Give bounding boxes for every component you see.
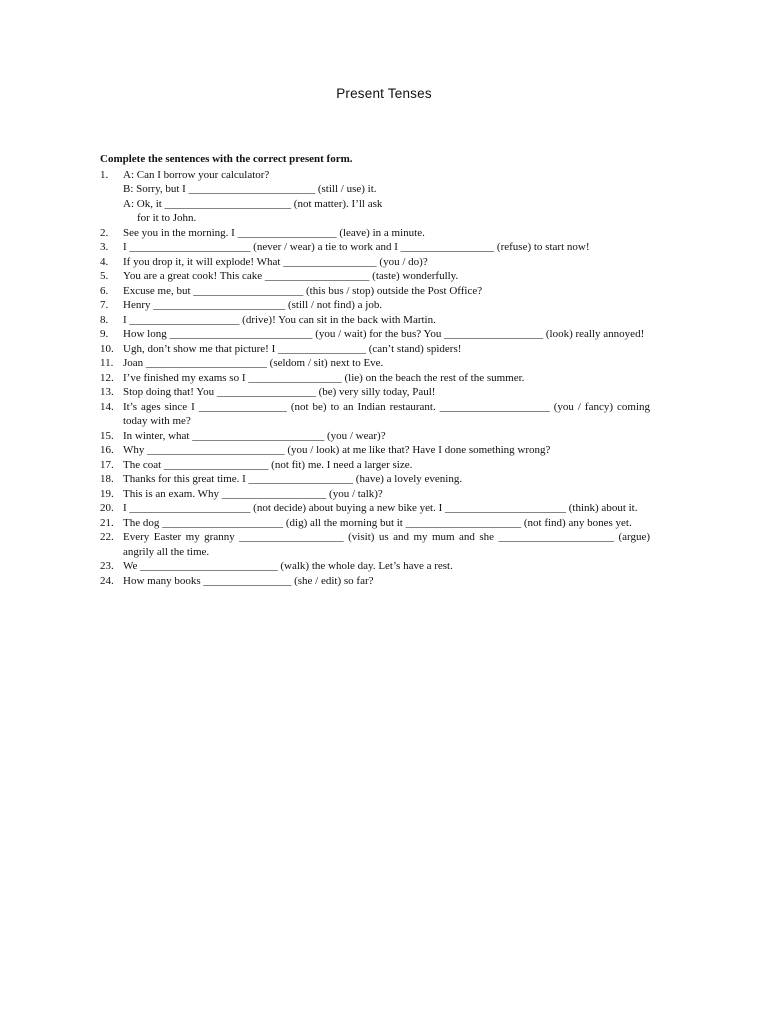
exercise-item-5	[100, 269, 650, 284]
item-number: 22.	[100, 531, 114, 543]
item-text: I’ve finished my exams so I _________________ (lie) on the beach the rest of the summer.	[123, 371, 525, 384]
item-number: 20.	[100, 502, 114, 514]
item-number: 9.	[100, 328, 109, 340]
item-number: 6.	[100, 284, 109, 297]
item-number: 14.	[100, 400, 114, 413]
exercise-item-6	[100, 284, 650, 299]
item-text: In winter, what ________________________ (you / wear)?	[123, 429, 386, 442]
item-text	[123, 168, 650, 226]
exercise-item-23	[100, 559, 650, 574]
item-text: The dog ______________________ (dig) all the morning but it _____________________ (not find) any bones yet.	[123, 516, 632, 529]
item-text: Joan ______________________ (seldom / sit) next to Eve.	[123, 357, 384, 369]
item-text: This is an exam. Why ___________________ (you / talk)?	[123, 487, 383, 500]
exercise-item-14	[100, 400, 650, 429]
exercise-item-8	[100, 313, 650, 328]
exercise-item-4	[100, 255, 650, 270]
item-line: A: Ok, it _______________________ (not matter). I’ll ask	[123, 197, 383, 210]
page-title: Present Tenses	[336, 86, 432, 101]
exercise-item-1	[100, 168, 650, 226]
item-text: How many books ________________ (she / edit) so far?	[123, 574, 374, 587]
exercise-item-3	[100, 240, 650, 255]
exercise-item-7	[100, 298, 650, 313]
instruction-text: Complete the sentences with the correct present form.	[100, 153, 353, 165]
item-number: 8.	[100, 313, 109, 326]
item-text: We _________________________ (walk) the whole day. Let’s have a rest.	[123, 560, 453, 572]
item-number: 19.	[100, 487, 114, 500]
exercise-section	[100, 152, 650, 588]
item-number: 1.	[100, 168, 109, 181]
exercise-item-22	[100, 530, 650, 559]
item-text: I ______________________ (never / wear) a tie to work and I _________________ (refuse) to start now!	[123, 241, 590, 253]
item-text: Excuse me, but ____________________ (this bus / stop) outside the Post Office?	[123, 284, 483, 297]
item-text: See you in the morning. I __________________ (leave) in a minute.	[123, 226, 425, 239]
item-text: Ugh, don’t show me that picture! I ________________ (can’t stand) spiders!	[123, 342, 462, 355]
item-number: 12.	[100, 371, 114, 384]
item-text: Henry ________________________ (still / not find) a job.	[123, 299, 383, 311]
item-line: B: Sorry, but I _______________________ (still / use) it.	[123, 183, 377, 195]
item-number: 17.	[100, 458, 114, 471]
item-number: 21.	[100, 516, 114, 529]
item-number: 13.	[100, 386, 114, 398]
item-number: 23.	[100, 560, 114, 572]
exercise-item-19	[100, 487, 650, 502]
exercise-item-18	[100, 472, 650, 487]
item-text: I ______________________ (not decide) about buying a new bike yet. I ______________________ (think) about it.	[123, 502, 638, 514]
item-number: 2.	[100, 226, 109, 239]
item-text: Thanks for this great time. I ___________________ (have) a lovely evening.	[123, 473, 463, 485]
item-number: 16.	[100, 444, 114, 456]
item-text: The coat ___________________ (not fit) me. I need a larger size.	[123, 458, 413, 471]
exercise-item-2	[100, 226, 650, 241]
item-number: 24.	[100, 574, 114, 587]
item-number: 18.	[100, 473, 114, 485]
item-text: You are a great cook! This cake ___________________ (taste) wonderfully.	[123, 270, 459, 282]
item-number: 5.	[100, 270, 109, 282]
item-text: Why _________________________ (you / look) at me like that? Have I done something wrong?	[123, 444, 551, 456]
exercise-item-20	[100, 501, 650, 516]
exercise-item-16	[100, 443, 650, 458]
item-line: for it to John.	[137, 212, 197, 224]
exercise-item-9	[100, 327, 650, 342]
item-number: 3.	[100, 241, 109, 253]
item-number: 4.	[100, 255, 109, 268]
exercise-item-12	[100, 371, 650, 386]
exercise-item-21	[100, 516, 650, 531]
item-text: Every Easter my granny ___________________ (visit) us and my mum and she _____________________ (argue) angrily all the time.	[123, 531, 650, 558]
item-text: It’s ages since I ________________ (not be) to an Indian restaurant. ____________________ (you / fancy) coming today with me?	[123, 400, 650, 427]
item-number: 11.	[100, 357, 114, 369]
item-text: If you drop it, it will explode! What _________________ (you / do)?	[123, 255, 428, 268]
exercise-item-15	[100, 429, 650, 444]
item-number: 10.	[100, 342, 114, 355]
item-line: A: Can I borrow your calculator?	[123, 168, 270, 181]
item-text: How long __________________________ (you / wait) for the bus? You __________________ (look) really annoyed!	[123, 328, 645, 340]
exercise-item-13	[100, 385, 650, 400]
exercise-item-24	[100, 574, 650, 589]
item-number: 7.	[100, 299, 109, 311]
item-text: I ____________________ (drive)! You can sit in the back with Martin.	[123, 313, 436, 326]
exercise-item-11	[100, 356, 650, 371]
item-text: Stop doing that! You __________________ (be) very silly today, Paul!	[123, 386, 436, 398]
exercise-item-10	[100, 342, 650, 357]
item-number: 15.	[100, 429, 114, 442]
exercise-item-17	[100, 458, 650, 473]
